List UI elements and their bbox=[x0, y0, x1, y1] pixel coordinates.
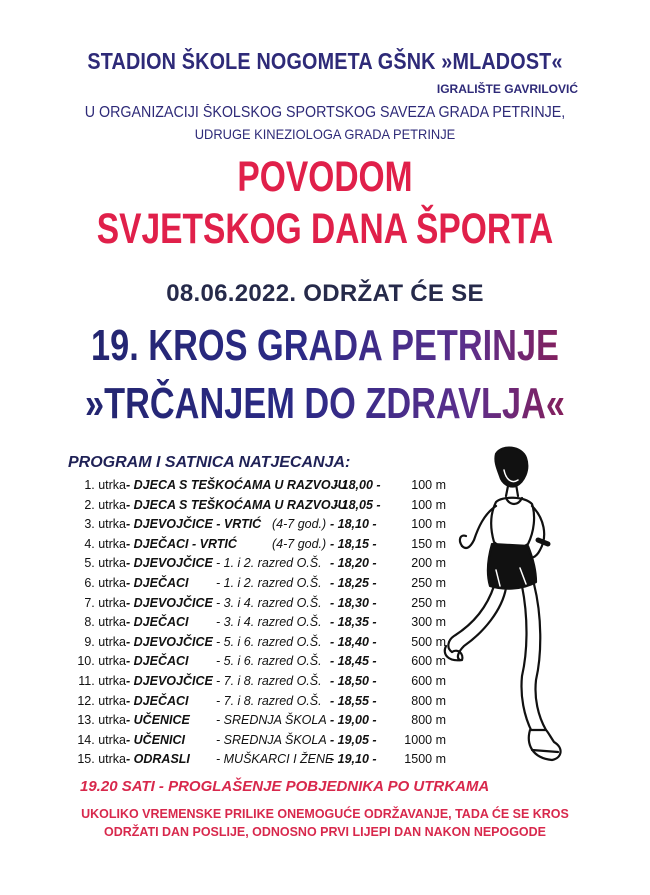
weather-notice-line-2: ODRŽATI DAN POSLIJE, ODNOSNO PRVI LIJEPI DAN NAKON NEPOGODE bbox=[104, 824, 546, 839]
venue-title: STADION ŠKOLE NOGOMETA GŠNK »MLADOST« bbox=[87, 48, 563, 74]
race-distance: 800 m bbox=[411, 713, 446, 728]
program-title: PROGRAM I SATNICA NATJECANJA: bbox=[68, 454, 351, 471]
race-distance: 300 m bbox=[411, 615, 446, 630]
race-number: 14. utrka bbox=[77, 732, 126, 747]
race-category: - DJEČACI bbox=[126, 576, 189, 590]
race-distance: 100 m bbox=[411, 478, 446, 492]
race-distance: 100 m bbox=[411, 517, 446, 532]
race-category: - DJEČACI - VRTIĆ bbox=[126, 536, 237, 551]
race-category: - UČENICI bbox=[126, 732, 186, 747]
race-distance: 600 m bbox=[411, 674, 446, 688]
race-distance: 600 m bbox=[411, 654, 446, 669]
race-distance: 1000 m bbox=[404, 732, 446, 747]
runner-icon bbox=[440, 440, 570, 770]
race-category: - DJEČACI bbox=[126, 615, 189, 630]
race-group: - 1. i 2. razred O.Š. bbox=[216, 576, 322, 590]
race-time: - 18,45 - bbox=[330, 654, 377, 669]
race-distance: 200 m bbox=[411, 556, 446, 571]
race-group: (4-7 god.) bbox=[272, 536, 327, 551]
race-category: - DJEVOJČICE bbox=[126, 556, 213, 571]
race-number: 10. utrka bbox=[77, 654, 126, 669]
race-distance: 250 m bbox=[411, 576, 446, 590]
race-category: - DJEVOJČICE bbox=[126, 634, 213, 649]
race-distance: 100 m bbox=[411, 497, 446, 512]
race-distance: 500 m bbox=[411, 634, 446, 649]
race-number: 3. utrka bbox=[84, 517, 126, 532]
race-time: - 18,55 - bbox=[330, 693, 377, 708]
race-time: - 18,50 - bbox=[330, 674, 377, 688]
race-time: - 18,10 - bbox=[330, 517, 377, 532]
race-number: 8. utrka bbox=[84, 615, 126, 630]
awards-line: 19.20 SATI - PROGLAŠENJE POBJEDNIKA PO UTRKAMA bbox=[80, 778, 490, 795]
event-slogan: »TRČANJEM DO ZDRAVLJA« bbox=[72, 378, 579, 430]
race-number: 2. utrka bbox=[84, 497, 126, 512]
race-category: - ODRASLI bbox=[126, 752, 190, 767]
race-time: - 18,35 - bbox=[330, 615, 377, 630]
race-category: - DJEVOJČICE bbox=[126, 674, 213, 688]
race-number: 5. utrka bbox=[84, 556, 126, 571]
race-group: - MUŠKARCI I ŽENE bbox=[216, 752, 334, 767]
race-number: 1. utrka bbox=[84, 478, 126, 492]
race-group: - 7. i 8. razred O.Š. bbox=[216, 693, 322, 708]
race-category: - UČENICE bbox=[126, 713, 190, 728]
occasion-line-2: SVJETSKOG DANA ŠPORTA bbox=[96, 205, 554, 253]
race-group: - 1. i 2. razred O.Š. bbox=[216, 556, 322, 571]
race-number: 9. utrka bbox=[84, 634, 126, 649]
event-title: 19. KROS GRADA PETRINJE bbox=[72, 320, 579, 372]
race-number: 6. utrka bbox=[84, 576, 126, 590]
race-time: - 18,40 - bbox=[330, 634, 377, 649]
race-distance: 150 m bbox=[411, 536, 446, 551]
race-group: - SREDNJA ŠKOLA bbox=[216, 732, 327, 747]
weather-notice-line-1: UKOLIKO VREMENSKE PRILIKE ONEMOGUĆE ODRŽAVANJE, TADA ĆE SE KROS bbox=[81, 806, 569, 821]
race-category: - DJEČACI bbox=[126, 693, 189, 708]
race-distance: 800 m bbox=[411, 693, 446, 708]
race-time: - 18,05 - bbox=[334, 497, 381, 512]
race-number: 11. utrka bbox=[78, 674, 126, 688]
race-time: - 19,00 - bbox=[330, 713, 377, 728]
race-number: 7. utrka bbox=[84, 595, 126, 610]
race-category: - DJEVOJČICE bbox=[126, 595, 213, 610]
ground-name: IGRALIŠTE GAVRILOVIĆ bbox=[436, 82, 578, 96]
race-group: - 3. i 4. razred O.Š. bbox=[216, 615, 322, 630]
race-time: - 18,15 - bbox=[330, 536, 377, 551]
race-time: - 18,20 - bbox=[330, 556, 377, 571]
race-group: - SREDNJA ŠKOLA bbox=[216, 713, 327, 728]
organizer-line-2: UDRUGE KINEZIOLOGA GRADA PETRINJE bbox=[194, 126, 456, 142]
event-date: 08.06.2022. ODRŽAT ĆE SE bbox=[166, 280, 484, 307]
race-group: - 3. i 4. razred O.Š. bbox=[216, 595, 322, 610]
race-group: - 7. i 8. razred O.Š. bbox=[216, 674, 322, 688]
race-number: 13. utrka bbox=[77, 713, 126, 728]
race-distance: 1500 m bbox=[404, 752, 446, 767]
race-time: - 19,05 - bbox=[330, 732, 377, 747]
occasion-line-1: POVODOM bbox=[237, 153, 413, 201]
race-distance: 250 m bbox=[411, 595, 446, 610]
race-time: - 18,30 - bbox=[330, 595, 377, 610]
race-category: - DJEVOJČICE - VRTIĆ bbox=[126, 517, 262, 532]
race-category: - DJECA S TEŠKOĆAMA U RAZVOJU bbox=[126, 478, 347, 492]
race-group: - 5. i 6. razred O.Š. bbox=[216, 654, 322, 669]
race-group: - 5. i 6. razred O.Š. bbox=[216, 634, 322, 649]
race-group: (4-7 god.) bbox=[272, 517, 327, 532]
race-category: - DJECA S TEŠKOĆAMA U RAZVOJU bbox=[126, 497, 347, 512]
race-time: - 18,25 - bbox=[330, 576, 377, 590]
organizer-line-1: U ORGANIZACIJI ŠKOLSKOG SPORTSKOG SAVEZA GRADA PETRINJE, bbox=[84, 104, 566, 121]
race-number: 12. utrka bbox=[77, 693, 126, 708]
race-number: 4. utrka bbox=[84, 536, 126, 551]
race-time: - 19,10 - bbox=[330, 752, 377, 767]
race-time: - 18,00 - bbox=[334, 478, 381, 492]
race-category: - DJEČACI bbox=[126, 654, 189, 669]
race-number: 15. utrka bbox=[77, 752, 126, 767]
